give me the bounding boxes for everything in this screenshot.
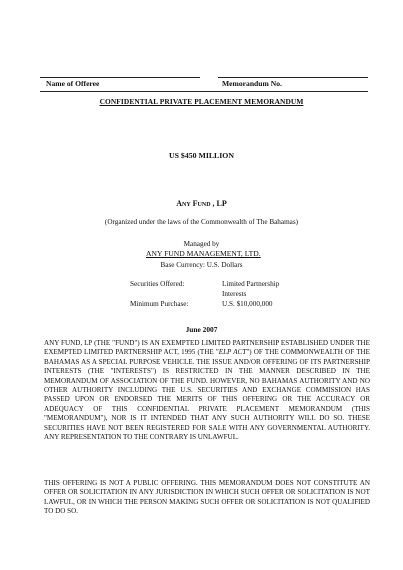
offeree-line xyxy=(40,77,200,78)
offering-notice-paragraph: THIS OFFERING IS NOT A PUBLIC OFFERING. THIS MEMORANDUM DOES NOT CONSTITUTE AN OFFER OR SOLICITATION IN ANY JURISDICTION IN WHICH SUCH OFFER OR SOLICITATION IS NOT LAWFUL, OR IN WHICH THE PERSON MAKING SUCH OFFER OR SOLICITATION IS NOT QUALIFIED TO DO SO. xyxy=(44,479,370,516)
organization-note: (Organized under the laws of the Commonwealth of The Bahamas) xyxy=(104,218,299,226)
manager-company: ANY FUND MANAGEMENT, LTD. xyxy=(146,249,261,258)
securities-offered-label: Securities Offered: xyxy=(130,280,185,288)
elp-act-term: ELP ACT xyxy=(218,348,247,357)
minimum-purchase-value: U.S. $10,000,000 xyxy=(222,300,273,308)
header-divider xyxy=(40,91,368,92)
disclaimer-text-start: ANY FUND, LP (THE "FUND") IS AN EXEMPTED LIMITED PARTNERSHIP ESTABLISHED UNDER THE EXEMPTED LIMITED PARTNERSHIP ACT, 1995 (THE " xyxy=(44,339,370,357)
offeree-label: Name of Offeree xyxy=(46,79,100,88)
base-currency: Base Currency: U.S. Dollars xyxy=(160,261,243,269)
securities-offered-value: Limited Partnership xyxy=(222,280,280,288)
document-date: June 2007 xyxy=(185,325,218,334)
memo-number-line xyxy=(218,77,368,78)
managed-by-label: Managed by xyxy=(183,240,220,248)
disclaimer-text-end: ") OF THE COMMONWEALTH OF THE BAHAMAS AS A SPECIAL PURPOSE VEHICLE. THE ISSUE AND/OR OFFERING OF ITS PARTNERSHIP INTERESTS (THE "INTERESTS") IS RESTRICTED IN THE MANNER DESCRIBED IN THE MEMORANDUM OF ASSOCIATION OF THE FUND. HOWEVER, NO BAHAMAS AUTHORITY AND NO OTHER AUTHORITY INCLUDING THE U.S. SECURITIES AND EXCHANGE COMMISSION HAS PASSED UPON OR ENDORSED THE MERITS OF THIS OFFERING OR THE ACCURACY OR ADEQUACY OF THIS CONFIDENTIAL PRIVATE PLACEMENT MEMORANDUM (THIS "MEMORANDUM"), NOR IS IT INTENDED THAT ANY SUCH AUTHORITY WILL DO SO. THESE SECURITIES HAVE NOT BEEN REGISTERED FOR SALE WITH ANY GOVERNMENTAL AUTHORITY. ANY REPRESENTATION TO THE CONTRARY IS UNLAWFUL. xyxy=(44,348,370,442)
minimum-purchase-label: Minimum Purchase: xyxy=(130,300,189,308)
fund-name: Any Fund , LP xyxy=(176,199,227,208)
disclaimer-paragraph xyxy=(44,339,370,442)
offering-amount: US $450 MILLION xyxy=(169,151,234,160)
memo-number-label: Memorandum No. xyxy=(222,79,282,88)
securities-offered-value-cont: Interests xyxy=(222,290,247,298)
document-title: CONFIDENTIAL PRIVATE PLACEMENT MEMORANDUM xyxy=(99,97,304,106)
